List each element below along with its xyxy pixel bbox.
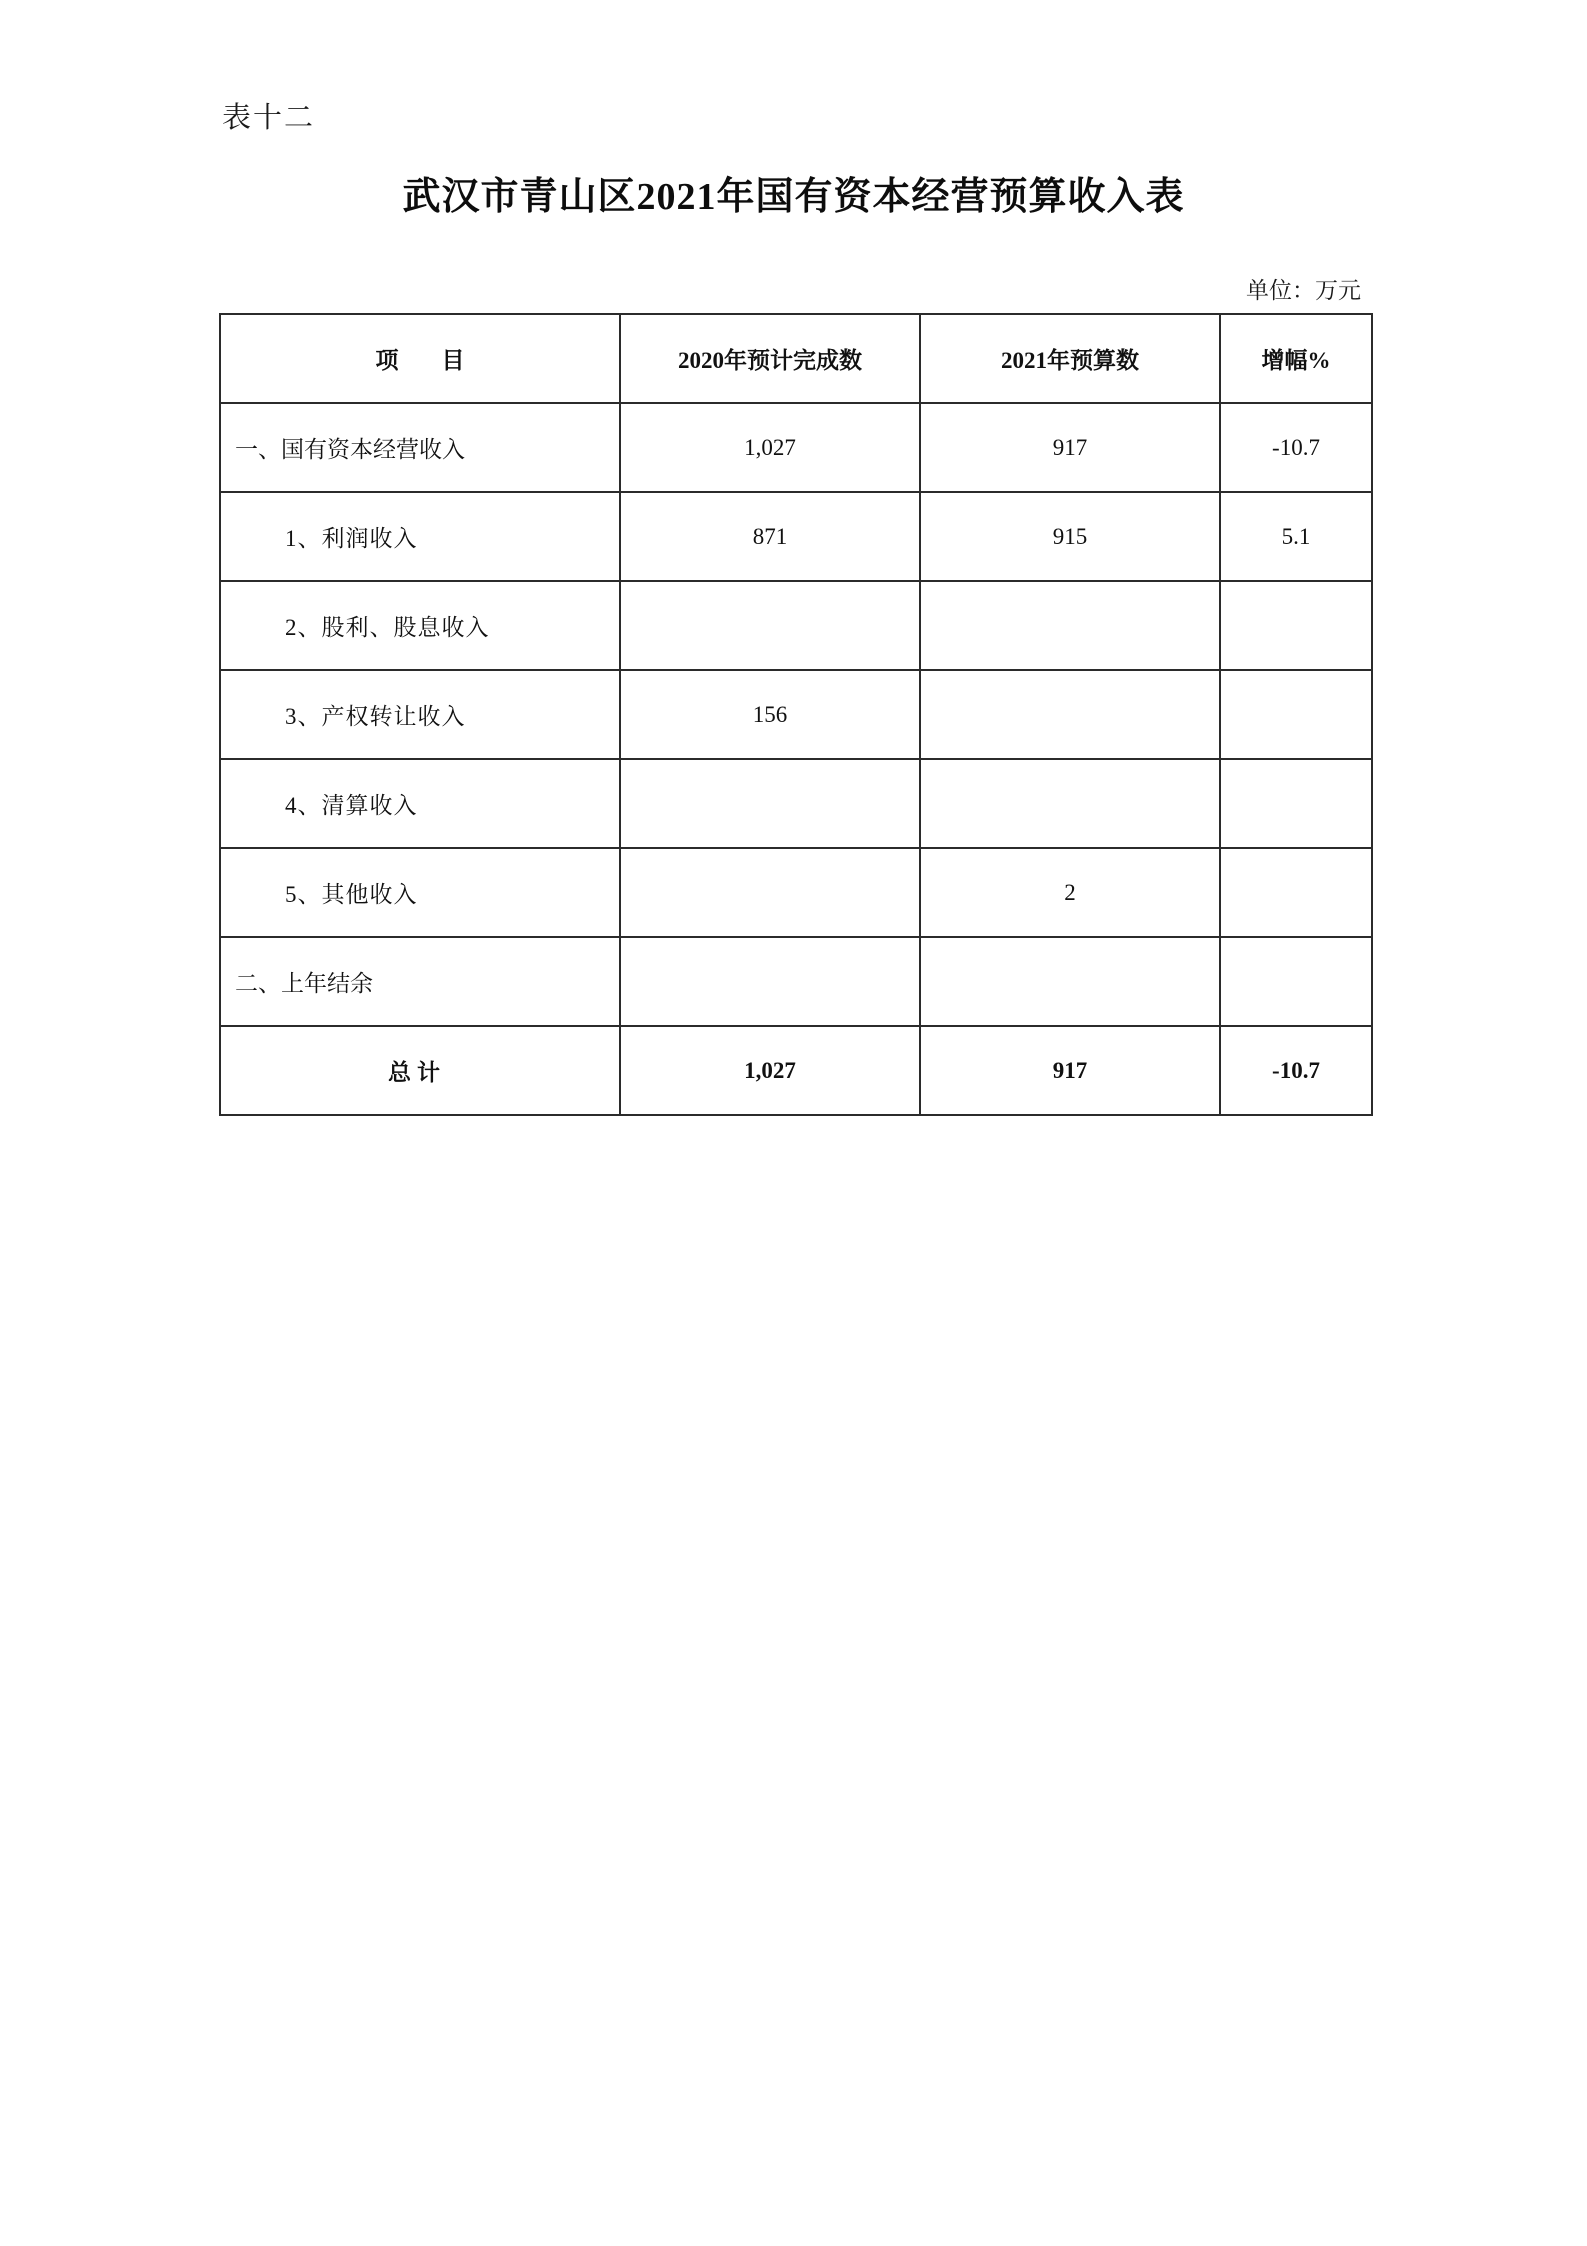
row-item-label: 二、上年结余 — [220, 937, 620, 1026]
row-value-2021: 917 — [920, 403, 1220, 492]
row-value-2021 — [920, 581, 1220, 670]
row-item-label: 一、国有资本经营收入 — [220, 403, 620, 492]
row-item-label: 2、股利、股息收入 — [220, 581, 620, 670]
header-item: 项 目 — [220, 314, 620, 403]
row-item-label: 3、产权转让收入 — [220, 670, 620, 759]
header-growth: 增幅% — [1220, 314, 1372, 403]
header-2020: 2020年预计完成数 — [620, 314, 920, 403]
unit-note: 单位：万元 — [1246, 278, 1361, 303]
row-value-growth: 5.1 — [1220, 492, 1372, 581]
row-item-label: 5、其他收入 — [220, 848, 620, 937]
page-title: 武汉市青山区2021年国有资本经营预算收入表 — [402, 176, 1185, 218]
budget-table — [219, 313, 1373, 1116]
table-row — [220, 937, 1372, 1026]
row-value-2021: 915 — [920, 492, 1220, 581]
row-value-2020 — [620, 848, 920, 937]
row-value-growth — [1220, 759, 1372, 848]
table-row — [220, 670, 1372, 759]
total-value-2020: 1,027 — [620, 1026, 920, 1115]
row-value-2021 — [920, 759, 1220, 848]
budget-table-container — [219, 313, 1371, 1116]
row-value-2021 — [920, 670, 1220, 759]
row-value-growth — [1220, 848, 1372, 937]
row-value-2020 — [620, 937, 920, 1026]
table-row — [220, 581, 1372, 670]
table-row — [220, 492, 1372, 581]
row-value-2021 — [920, 937, 1220, 1026]
row-value-2020: 156 — [620, 670, 920, 759]
total-value-2021: 917 — [920, 1026, 1220, 1115]
table-header-row — [220, 314, 1372, 403]
total-value-growth: -10.7 — [1220, 1026, 1372, 1115]
row-value-2020: 871 — [620, 492, 920, 581]
row-value-growth — [1220, 937, 1372, 1026]
header-2021: 2021年预算数 — [920, 314, 1220, 403]
table-label: 表十二 — [222, 102, 316, 134]
table-row — [220, 848, 1372, 937]
row-item-label: 1、利润收入 — [220, 492, 620, 581]
row-value-2020 — [620, 759, 920, 848]
table-row — [220, 759, 1372, 848]
row-value-growth: -10.7 — [1220, 403, 1372, 492]
row-value-2020 — [620, 581, 920, 670]
row-value-2021: 2 — [920, 848, 1220, 937]
row-value-2020: 1,027 — [620, 403, 920, 492]
table-row — [220, 403, 1372, 492]
row-value-growth — [1220, 670, 1372, 759]
row-item-label: 4、清算收入 — [220, 759, 620, 848]
row-value-growth — [1220, 581, 1372, 670]
total-label: 总计 — [220, 1026, 620, 1115]
table-total-row — [220, 1026, 1372, 1115]
